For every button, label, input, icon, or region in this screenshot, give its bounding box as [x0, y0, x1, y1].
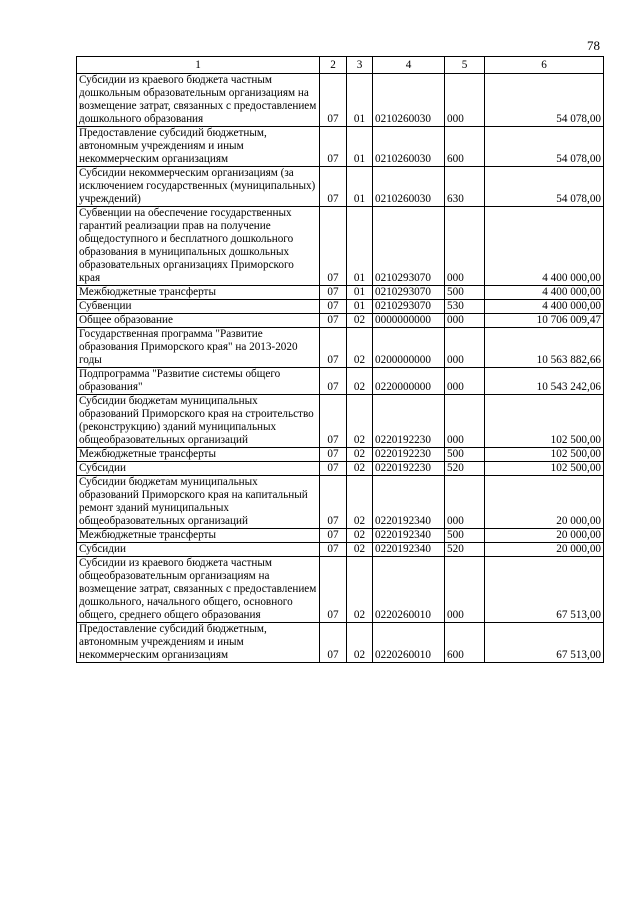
target-article-cell: 0210293070	[373, 207, 445, 286]
target-article-cell: 0220192230	[373, 462, 445, 476]
amount-cell: 102 500,00	[485, 395, 604, 448]
table-row	[77, 314, 604, 328]
amount-cell: 102 500,00	[485, 462, 604, 476]
section-code-cell: 07	[320, 557, 347, 623]
section-code-cell: 07	[320, 462, 347, 476]
header-col-3: 3	[347, 57, 373, 74]
row-name-cell: Общее образование	[77, 314, 320, 328]
target-article-cell: 0210293070	[373, 300, 445, 314]
section-code-cell: 07	[320, 395, 347, 448]
table-row	[77, 368, 604, 395]
subsection-code-cell: 01	[347, 286, 373, 300]
target-article-cell: 0220192340	[373, 529, 445, 543]
section-code-cell: 07	[320, 623, 347, 663]
amount-cell: 54 078,00	[485, 74, 604, 127]
subsection-code-cell: 02	[347, 328, 373, 368]
subsection-code-cell: 01	[347, 74, 373, 127]
row-name-cell: Субвенции	[77, 300, 320, 314]
table-row	[77, 462, 604, 476]
amount-cell: 10 543 242,06	[485, 368, 604, 395]
section-code-cell: 07	[320, 529, 347, 543]
expense-type-cell: 000	[445, 74, 485, 127]
row-name-cell: Межбюджетные трансферты	[77, 448, 320, 462]
expense-type-cell: 520	[445, 462, 485, 476]
table-row	[77, 300, 604, 314]
amount-cell: 20 000,00	[485, 476, 604, 529]
target-article-cell: 0210260030	[373, 74, 445, 127]
table-row	[77, 557, 604, 623]
table-row	[77, 476, 604, 529]
target-article-cell: 0000000000	[373, 314, 445, 328]
row-name-cell: Субсидии из краевого бюджета частным дошкольным образовательным организациям на возмещение затрат, связанных с предоставлением дошкольного образования	[77, 74, 320, 127]
row-name-cell: Субсидии из краевого бюджета частным общеобразовательным организациям на возмещение затрат, связанных с предоставлением дошкольного, начального общего, основного общего, среднего общего образования	[77, 557, 320, 623]
row-name-cell: Субвенции на обеспечение государственных гарантий реализации прав на получение общедоступного и бесплатного дошкольного образования в муниципальных дошкольных образовательных организациях Приморского края	[77, 207, 320, 286]
amount-cell: 54 078,00	[485, 167, 604, 207]
target-article-cell: 0220000000	[373, 368, 445, 395]
subsection-code-cell: 01	[347, 300, 373, 314]
expense-type-cell: 000	[445, 476, 485, 529]
section-code-cell: 07	[320, 286, 347, 300]
row-name-cell: Подпрограмма "Развитие системы общего образования"	[77, 368, 320, 395]
section-code-cell: 07	[320, 74, 347, 127]
header-col-6: 6	[485, 57, 604, 74]
subsection-code-cell: 02	[347, 314, 373, 328]
table-row	[77, 543, 604, 557]
header-col-5: 5	[445, 57, 485, 74]
table-row	[77, 167, 604, 207]
subsection-code-cell: 02	[347, 368, 373, 395]
row-name-cell: Государственная программа "Развитие образования Приморского края" на 2013-2020 годы	[77, 328, 320, 368]
expense-type-cell: 600	[445, 623, 485, 663]
expense-type-cell: 500	[445, 529, 485, 543]
section-code-cell: 07	[320, 448, 347, 462]
table-header-row	[77, 57, 604, 74]
row-name-cell: Предоставление субсидий бюджетным, автономным учреждениям и иным некоммерческим организациям	[77, 127, 320, 167]
subsection-code-cell: 01	[347, 167, 373, 207]
target-article-cell: 0220192340	[373, 476, 445, 529]
section-code-cell: 07	[320, 167, 347, 207]
section-code-cell: 07	[320, 328, 347, 368]
subsection-code-cell: 01	[347, 127, 373, 167]
table-row	[77, 328, 604, 368]
expense-type-cell: 000	[445, 557, 485, 623]
amount-cell: 4 400 000,00	[485, 207, 604, 286]
subsection-code-cell: 02	[347, 557, 373, 623]
section-code-cell: 07	[320, 127, 347, 167]
expense-type-cell: 000	[445, 395, 485, 448]
row-name-cell: Межбюджетные трансферты	[77, 529, 320, 543]
header-col-1: 1	[77, 57, 320, 74]
amount-cell: 4 400 000,00	[485, 286, 604, 300]
expense-type-cell: 500	[445, 286, 485, 300]
table-row	[77, 529, 604, 543]
amount-cell: 67 513,00	[485, 623, 604, 663]
section-code-cell: 07	[320, 300, 347, 314]
row-name-cell: Субсидии	[77, 543, 320, 557]
expense-type-cell: 630	[445, 167, 485, 207]
subsection-code-cell: 01	[347, 207, 373, 286]
section-code-cell: 07	[320, 368, 347, 395]
amount-cell: 4 400 000,00	[485, 300, 604, 314]
expense-type-cell: 000	[445, 207, 485, 286]
row-name-cell: Субсидии бюджетам муниципальных образований Приморского края на строительство (реконструкцию) зданий муниципальных общеобразовательных организаций	[77, 395, 320, 448]
section-code-cell: 07	[320, 543, 347, 557]
row-name-cell: Предоставление субсидий бюджетным, автономным учреждениям и иным некоммерческим организациям	[77, 623, 320, 663]
amount-cell: 102 500,00	[485, 448, 604, 462]
table-row	[77, 623, 604, 663]
target-article-cell: 0200000000	[373, 328, 445, 368]
subsection-code-cell: 02	[347, 448, 373, 462]
page-number: 78	[587, 38, 600, 53]
section-code-cell: 07	[320, 207, 347, 286]
amount-cell: 54 078,00	[485, 127, 604, 167]
amount-cell: 10 706 009,47	[485, 314, 604, 328]
subsection-code-cell: 02	[347, 623, 373, 663]
expense-type-cell: 000	[445, 314, 485, 328]
target-article-cell: 0220260010	[373, 623, 445, 663]
budget-table	[76, 56, 604, 663]
subsection-code-cell: 02	[347, 476, 373, 529]
subsection-code-cell: 02	[347, 462, 373, 476]
header-col-2: 2	[320, 57, 347, 74]
table-row	[77, 395, 604, 448]
amount-cell: 67 513,00	[485, 557, 604, 623]
subsection-code-cell: 02	[347, 395, 373, 448]
table-row	[77, 448, 604, 462]
amount-cell: 20 000,00	[485, 529, 604, 543]
table-row	[77, 127, 604, 167]
section-code-cell: 07	[320, 314, 347, 328]
row-name-cell: Субсидии бюджетам муниципальных образований Приморского края на капитальный ремонт зданий муниципальных общеобразовательных организаций	[77, 476, 320, 529]
section-code-cell: 07	[320, 476, 347, 529]
header-col-4: 4	[373, 57, 445, 74]
amount-cell: 10 563 882,66	[485, 328, 604, 368]
table-row	[77, 286, 604, 300]
target-article-cell: 0210260030	[373, 167, 445, 207]
table-row	[77, 207, 604, 286]
expense-type-cell: 530	[445, 300, 485, 314]
target-article-cell: 0220192230	[373, 448, 445, 462]
subsection-code-cell: 02	[347, 543, 373, 557]
row-name-cell: Субсидии	[77, 462, 320, 476]
subsection-code-cell: 02	[347, 529, 373, 543]
table-row	[77, 74, 604, 127]
expense-type-cell: 000	[445, 328, 485, 368]
target-article-cell: 0220192340	[373, 543, 445, 557]
row-name-cell: Субсидии некоммерческим организациям (за исключением государственных (муниципальных) учреждений)	[77, 167, 320, 207]
expense-type-cell: 500	[445, 448, 485, 462]
expense-type-cell: 600	[445, 127, 485, 167]
row-name-cell: Межбюджетные трансферты	[77, 286, 320, 300]
target-article-cell: 0220260010	[373, 557, 445, 623]
target-article-cell: 0210293070	[373, 286, 445, 300]
table-body	[77, 74, 604, 663]
amount-cell: 20 000,00	[485, 543, 604, 557]
target-article-cell: 0210260030	[373, 127, 445, 167]
target-article-cell: 0220192230	[373, 395, 445, 448]
expense-type-cell: 520	[445, 543, 485, 557]
expense-type-cell: 000	[445, 368, 485, 395]
